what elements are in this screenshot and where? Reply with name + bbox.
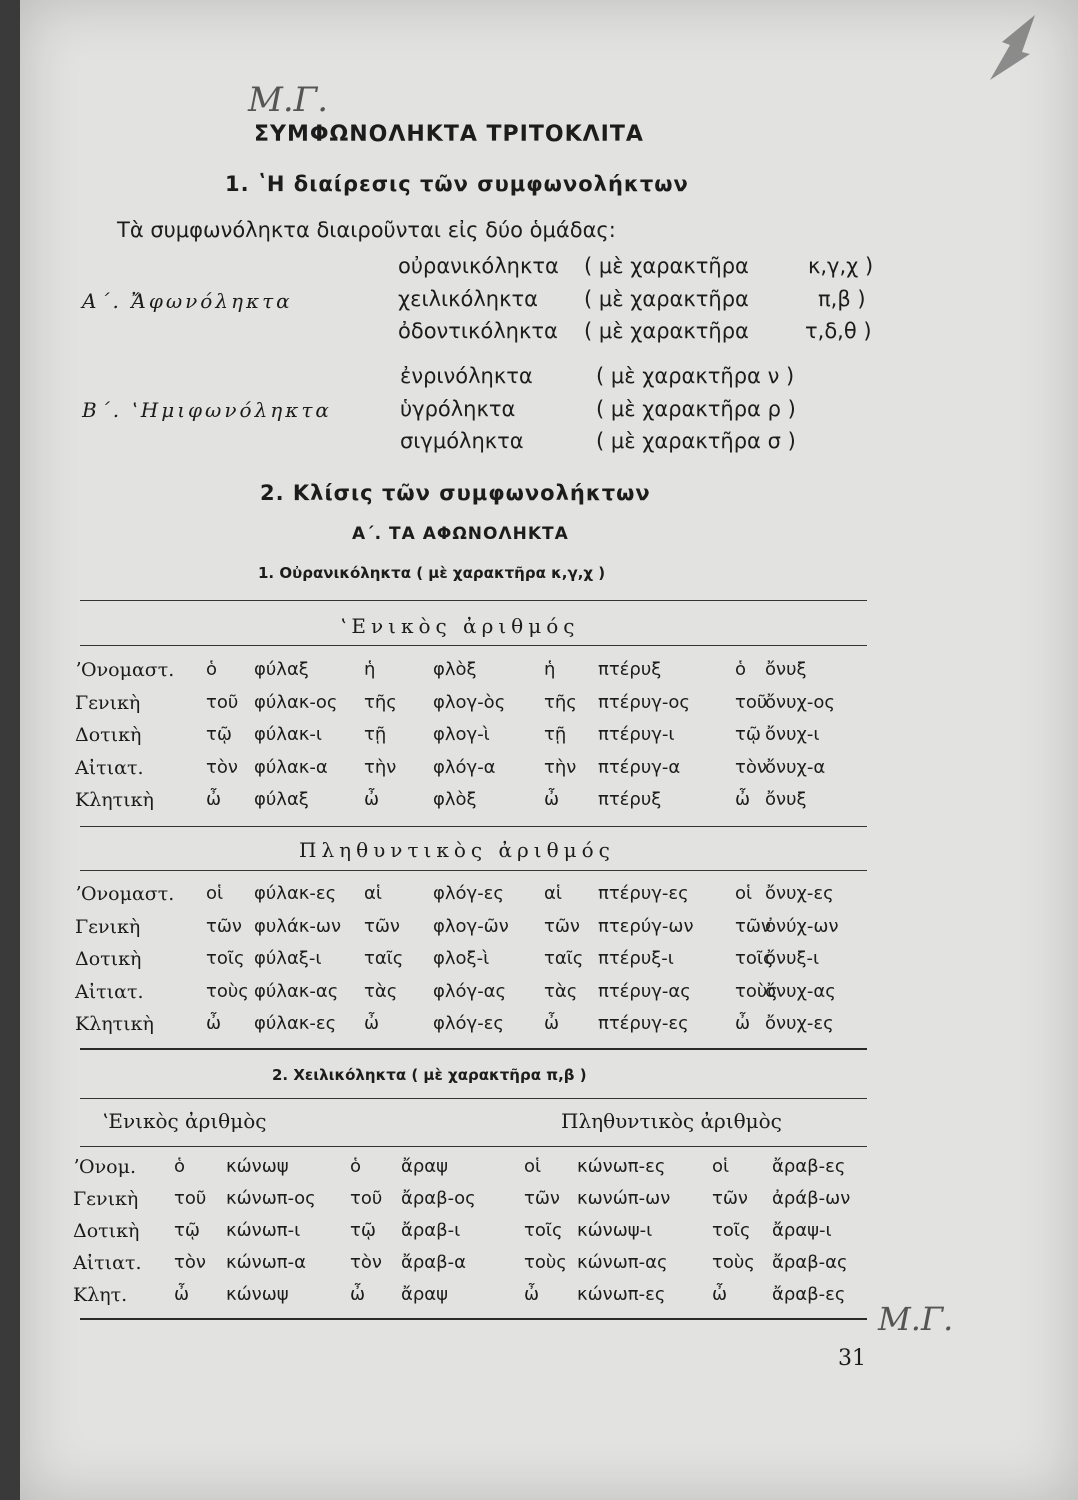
book-page [20,0,1078,1500]
part1-plural-label: Πληθυντικὸς ἀριθμός [299,838,615,862]
groupA-name-2: χειλικόληκτα [398,287,538,311]
rule [80,1098,867,1099]
table-cell: τοῖς [735,948,774,969]
page-number: 31 [838,1346,866,1371]
table-cell: φλόγ-ες [433,1013,504,1034]
table-cell: τὴν [364,756,397,778]
rule [80,1048,867,1050]
table-cell: πτέρυξ-ι [598,948,674,969]
table-cell: τῶν [712,1188,748,1209]
table-cell: ἡ [364,659,376,680]
table-cell: κώνωψ-ι [577,1220,653,1241]
section2-subheading: Α΄. ΤΑ ΑΦΩΝΟΛΗΚΤΑ [352,524,569,544]
table-cell: τῶν [735,915,771,937]
table-cell: ὦ [712,1284,728,1305]
table-cell: πτέρυγ-ος [598,691,690,713]
table-cell: κώνωπ-ας [577,1252,668,1273]
case-label: ʼΟνομ. [73,1156,136,1178]
groupB-desc-1: ( μὲ χαρακτῆρα ν ) [596,364,795,388]
table-cell: τῶν [364,915,400,937]
table-cell: πτέρυγ-ες [598,883,689,904]
table-cell: ὁ [174,1156,186,1177]
table-cell: ὦ [735,1013,751,1034]
table-cell: ταῖς [364,948,404,969]
table-cell: κώνωψ [226,1156,289,1177]
groupA-chars-2: π,β ) [818,287,866,311]
case-label: Δοτικὴ [75,948,142,970]
table-cell: οἱ [206,883,224,904]
table-cell: τοῖς [712,1220,751,1241]
table-cell: φλόγ-ες [433,883,504,904]
case-label: ʼΟνομαστ. [75,883,175,905]
part2-heading: 2. Χειλικόληκτα ( μὲ χαρακτῆρα π,β ) [272,1066,587,1084]
table-cell: πτέρυγ-α [598,756,681,778]
table-cell: κώνωπ-ος [226,1188,316,1209]
table-cell: ὁ [206,659,218,680]
table-cell: φύλαξ [254,659,309,680]
table-cell: ὦ [174,1284,190,1305]
table-cell: ὦ [206,789,222,810]
table-cell: ἄραψ [401,1284,449,1305]
table-cell: αἱ [364,883,382,904]
table-cell: ἄραβ-ες [772,1284,846,1305]
table-cell: τοὺς [524,1252,567,1273]
table-cell: ὁ [735,659,747,680]
table-cell: τῆς [364,691,397,713]
table-cell: τῶν [524,1188,560,1209]
table-cell: ἄραβ-ας [772,1252,848,1273]
table-cell: ἄραψ-ι [772,1220,832,1241]
table-cell: οἱ [524,1156,542,1177]
page-title: ΣΥΜΦΩΝΟΛΗΚΤΑ ΤΡΙΤΟΚΛΙΤΑ [254,122,644,147]
table-cell: πτέρυξ [598,789,662,810]
table-cell: πτερύγ-ων [598,915,694,937]
table-cell: ἄραψ [401,1156,449,1177]
table-cell: ταῖς [544,948,584,969]
table-cell: ὁ [350,1156,362,1177]
part1-heading: 1. Οὐρανικόληκτα ( μὲ χαρακτῆρα κ,γ,χ ) [258,564,606,582]
table-cell: τῷ [174,1220,200,1241]
table-cell: τὸν [350,1252,382,1273]
table-cell: φυλάκ-ων [254,915,342,937]
groupB-desc-2: ( μὲ χαρακτῆρα ρ ) [596,397,796,421]
part2-plural-label: Πληθυντικὸς ἀριθμὸς [561,1109,782,1133]
table-cell: φύλακ-ες [254,883,337,904]
table-cell: τοὺς [735,980,778,1002]
case-label: Κλητικὴ [75,1013,154,1035]
part1-singular-label: ʽΕνικὸς ἀριθμός [340,614,580,638]
table-cell: τῇ [364,724,387,745]
section2-heading: 2. Κλίσις τῶν συμφωνολήκτων [260,481,651,505]
table-cell: ὄνυχ-ος [765,691,835,713]
groupA-label: Α΄. Ἄφωνόληκτα [82,289,293,313]
table-cell: φύλακ-α [254,756,328,778]
table-cell: τῷ [735,724,761,745]
groupB-label: Β΄. ʽΗμιφωνόληκτα [82,398,332,422]
table-cell: φύλαξ-ι [254,948,322,969]
case-label: ʼΟνομαστ. [75,659,175,681]
table-cell: πτέρυγ-ας [598,980,691,1002]
table-cell: ἀράβ-ων [772,1188,851,1209]
rule [80,1146,867,1147]
table-cell: ὄνυχ-α [765,756,826,778]
table-cell: ἄραβ-ες [772,1156,846,1177]
table-cell: τοὺς [712,1252,755,1273]
table-cell: ἄραβ-α [401,1252,467,1273]
table-cell: ἄραβ-ος [401,1188,476,1209]
groupB-name-1: ἐνρινόληκτα [400,364,533,388]
table-cell: ὦ [364,1013,380,1034]
table-cell: φλογ-ὸς [433,691,506,713]
handwritten-annotation-bottom: Μ.Γ. [878,1300,954,1338]
table-cell: φύλαξ [254,789,309,810]
case-label: Κλητ. [73,1284,128,1306]
table-cell: ὦ [350,1284,366,1305]
table-cell: τοῖς [524,1220,563,1241]
table-cell: ὄνυχ-ες [765,1013,834,1034]
table-cell: τὴν [544,756,577,778]
table-cell: πτέρυγ-ι [598,724,675,745]
table-cell: οἱ [735,883,753,904]
case-label: Γενικὴ [75,915,141,938]
table-cell: φλόγ-α [433,756,496,778]
table-cell: αἱ [544,883,562,904]
groupA-desc-1: ( μὲ χαρακτῆρα [584,254,749,278]
groupA-name-1: οὐρανικόληκτα [398,254,559,278]
table-cell: ὄνυχ-ας [765,980,836,1002]
groupA-chars-3: τ,δ,θ ) [805,319,872,343]
table-cell: κώνωπ-ες [577,1284,666,1305]
table-cell: φλὸξ [433,789,477,810]
table-cell: φλὸξ [433,659,477,680]
table-cell: τὰς [544,980,578,1002]
table-cell: τὸν [735,756,767,778]
groupA-desc-3: ( μὲ χαρακτῆρα [584,319,749,343]
rule [80,870,867,871]
case-label: Αἰτιατ. [75,756,144,779]
table-cell: ὄνυχ-ες [765,883,834,904]
table-cell: τῷ [350,1220,376,1241]
case-label: Γενικὴ [75,691,141,714]
table-cell: τοῦ [206,691,239,713]
table-cell: τοῦ [174,1188,207,1209]
groupB-desc-3: ( μὲ χαρακτῆρα σ ) [596,429,796,453]
section1-heading: 1. ʽΗ διαίρεσις τῶν συμφωνολήκτων [225,172,689,196]
case-label: Αἰτιατ. [73,1252,142,1274]
table-cell: τῷ [206,724,232,745]
table-cell: τὰς [364,980,398,1002]
table-cell: φλόγ-ας [433,980,507,1002]
table-cell: ὄνυξ-ι [765,948,820,969]
table-cell: φλογ-ὶ [433,724,490,745]
table-cell: ὦ [364,789,380,810]
groupB-name-3: σιγμόληκτα [400,429,524,453]
table-cell: φύλακ-ι [254,724,323,745]
table-cell: ὦ [544,789,560,810]
table-cell: κωνώπ-ων [577,1188,671,1209]
groupA-desc-2: ( μὲ χαρακτῆρα [584,287,749,311]
section1-intro: Τὰ συμφωνόληκτα διαιροῦνται εἰς δύο ὁμάδας: [117,218,616,242]
case-label: Γενικὴ [73,1188,139,1210]
case-label: Κλητικὴ [75,789,154,811]
table-cell: φλογ-ῶν [433,915,509,937]
table-cell: τῇ [544,724,567,745]
table-cell: φλοξ-ὶ [433,948,490,969]
table-cell: τοὺς [206,980,249,1002]
table-cell: ὦ [544,1013,560,1034]
table-cell: ὄνυξ [765,659,807,680]
groupA-chars-1: κ,γ,χ ) [808,254,874,278]
case-label: Δοτικὴ [75,724,142,746]
table-cell: τῶν [544,915,580,937]
case-label: Δοτικὴ [73,1220,140,1242]
groupA-name-3: ὀδοντικόληκτα [398,319,558,343]
part2-singular-label: ʽΕνικὸς ἀριθμὸς [102,1109,267,1133]
table-cell: τὸν [174,1252,206,1273]
table-cell: φύλακ-ος [254,691,338,713]
rule [80,826,867,827]
case-label: Αἰτιατ. [75,980,144,1003]
table-cell: πτέρυγ-ες [598,1013,689,1034]
table-cell: κώνωψ [226,1284,289,1305]
rule [80,645,867,646]
table-cell: τοῦ [350,1188,383,1209]
handwritten-annotation-top: Μ.Γ. [248,80,329,120]
table-cell: κώνωπ-ες [577,1156,666,1177]
table-cell: τῶν [206,915,242,937]
table-cell: ὀνύχ-ων [765,915,839,937]
table-cell: φύλακ-ας [254,980,339,1002]
table-cell: κώνωπ-ι [226,1220,301,1241]
table-cell: τοῦ [735,691,768,713]
table-cell: τῆς [544,691,577,713]
table-cell: ὦ [735,789,751,810]
groupB-name-2: ὑγρόληκτα [400,397,516,421]
table-cell: ἡ [544,659,556,680]
table-cell: τὸν [206,756,238,778]
table-cell: ὄνυχ-ι [765,724,820,745]
table-cell: οἱ [712,1156,730,1177]
table-cell: κώνωπ-α [226,1252,307,1273]
rule [80,600,867,601]
table-cell: ὦ [206,1013,222,1034]
table-cell: ἄραβ-ι [401,1220,461,1241]
table-cell: τοῖς [206,948,245,969]
corner-arrow-icon [980,10,1050,90]
table-cell: πτέρυξ [598,659,662,680]
rule [80,1318,867,1320]
table-cell: ὦ [524,1284,540,1305]
table-cell: φύλακ-ες [254,1013,337,1034]
table-cell: ὄνυξ [765,789,807,810]
